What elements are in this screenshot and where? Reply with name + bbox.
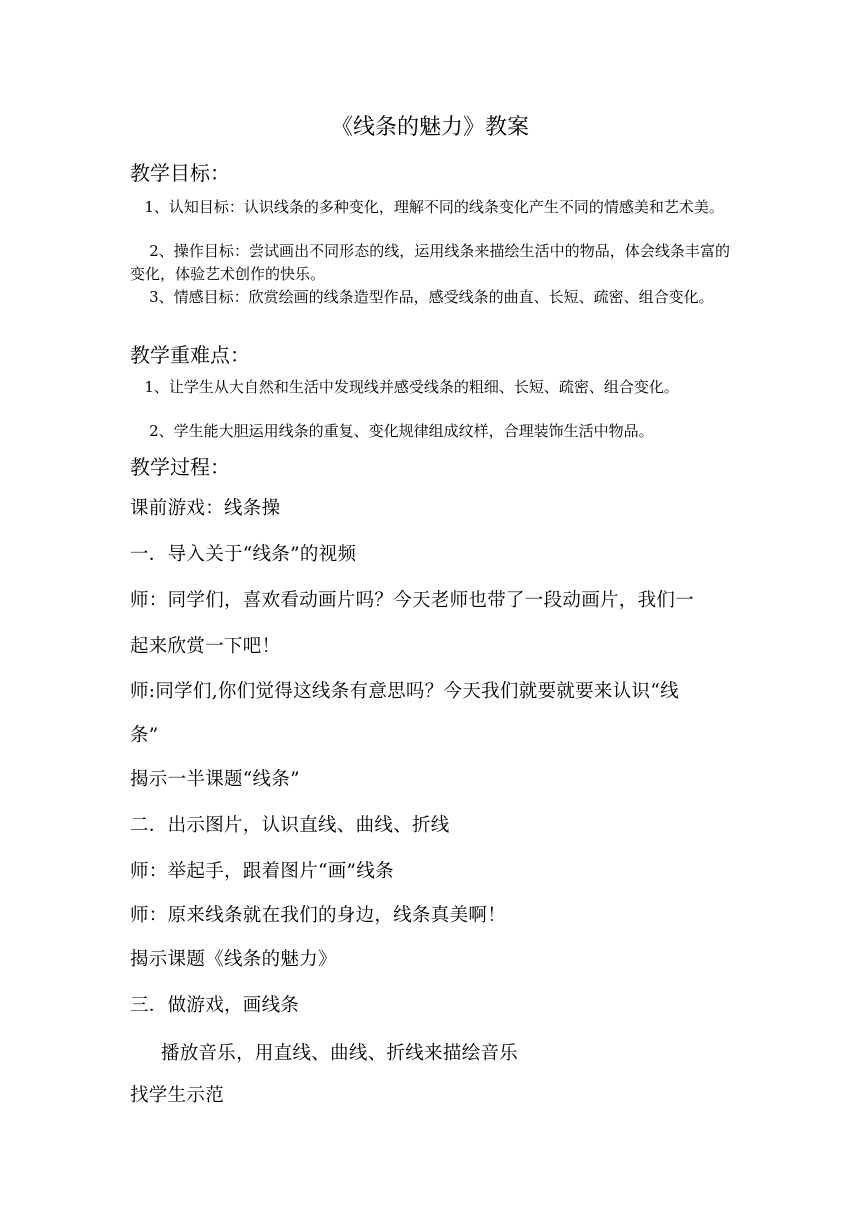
process-line-4: 起来欣赏一下吧！ (130, 636, 281, 657)
key-point-item-2: 2、学生能大胆运用线条的重复、变化规律组成纹样，合理装饰生活中物品。 (130, 422, 654, 440)
process-line-13: 播放音乐，用直线、曲线、折线来描绘音乐 (130, 1043, 519, 1064)
process-line-8: 二．出示图片，认识直线、曲线、折线 (130, 815, 450, 836)
process-line-9: 师：举起手，跟着图片“画”线条 (130, 861, 394, 882)
process-heading: 教学过程： (130, 455, 230, 479)
process-line-7: 揭示一半课题“线条” (130, 769, 300, 790)
objective-item-3: 3、情感目标：欣赏绘画的线条造型作品，感受线条的曲直、长短、疏密、组合变化。 (130, 288, 714, 306)
process-line-10: 师：原来线条就在我们的身边，线条真美啊！ (130, 905, 507, 926)
objectives-heading: 教学目标： (130, 161, 230, 185)
process-line-1: 课前游戏：线条操 (130, 498, 281, 519)
process-line-2: 一．导入关于“线条”的视频 (130, 544, 357, 565)
process-line-6: 条” (130, 725, 159, 746)
objective-item-1: 1、认知目标：认识线条的多种变化，理解不同的线条变化产生不同的情感美和艺术美。 (130, 198, 724, 216)
process-line-11: 揭示课题《线条的魅力》 (130, 949, 337, 970)
key-points-heading: 教学重难点： (130, 343, 250, 367)
process-line-14: 找学生示范 (130, 1085, 225, 1106)
key-point-item-1: 1、让学生从大自然和生活中发现线并感受线条的粗细、长短、疏密、组合变化。 (130, 378, 679, 396)
process-line-3: 师：同学们，喜欢看动画片吗？今天老师也带了一段动画片，我们一 (130, 590, 695, 611)
document-title: 《线条的魅力》教案 (330, 115, 529, 140)
objective-item-2: 2、操作目标：尝试画出不同形态的线，运用线条来描绘生活中的物品，体会线条丰富的变化，体验艺术创作的快乐。 (130, 242, 730, 283)
process-line-12: 三．做游戏，画线条 (130, 995, 300, 1016)
process-line-5: 师:同学们,你们觉得这线条有意思吗？今天我们就要就要来认识“线 (130, 681, 679, 702)
